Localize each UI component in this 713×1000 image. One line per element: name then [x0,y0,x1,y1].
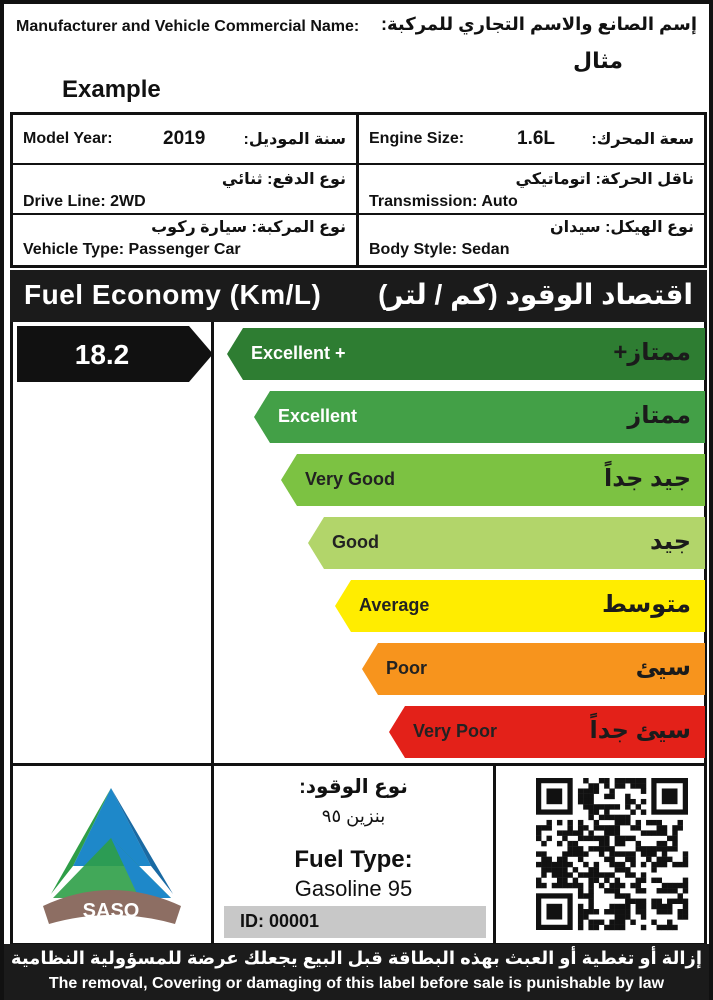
rating-band-label-ar: جيد جداً [603,465,691,492]
rating-band [308,517,705,569]
vehicle-name-en: Example [62,76,161,103]
rating-band-label-ar: ممتاز+ [613,339,691,366]
label-header [4,4,709,112]
specs-right-column [359,115,704,265]
rating-band-label-en: Very Poor [413,721,498,741]
fuel-type-value-ar: بنزين ٩٥ [321,806,386,826]
rating-band [281,454,705,506]
model-year-value: 2019 [163,128,206,149]
body-style-en: Body Style: Sedan [369,241,510,258]
rating-value-tag [17,326,213,382]
rating-band [227,328,705,380]
rating-band-label-en: Good [332,532,379,552]
transmission-row [359,165,704,215]
rating-band [389,706,705,758]
vehicle-type-row [13,215,356,265]
rating-band-label-en: Poor [386,658,428,678]
model-year-label-en: Model Year: [23,130,113,147]
specs-left-column [13,115,359,265]
body-style-ar: نوع الهيكل: سيدان [549,219,694,236]
drive-line-row [13,165,356,215]
rating-band-label-en: Excellent [278,406,358,426]
fuel-type-label-ar: نوع الوقود: [299,776,408,798]
qr-cell [496,766,707,943]
bottom-section [10,766,707,946]
legal-notice-ar: إزالة أو تغطية أو العبث بهذه البطاقة قبل البيع يجعلك عرضة للمسؤولية النظامية [10,948,703,968]
drive-line-en: Drive Line: 2WD [23,193,146,210]
label-id: ID: 00001 [224,906,486,938]
rating-bands [217,322,707,763]
vehicle-type-en: Vehicle Type: Passenger Car [23,241,241,258]
model-year-label-ar: سنة الموديل: [243,131,346,148]
rating-band-label-ar: متوسط [601,591,691,618]
logo-cell [13,766,214,943]
engine-size-row [359,115,704,165]
rating-band-label-en: Average [359,595,430,615]
engine-size-label-en: Engine Size: [369,130,465,147]
rating-band [254,391,705,443]
body-style-row [359,215,704,265]
saso-logo-text: SASO [82,900,140,922]
engine-size-label-ar: سعة المحرك: [591,131,694,148]
transmission-ar: ناقل الحركة: اتوماتيكي [515,171,694,188]
rating-band [335,580,705,632]
fuel-economy-title-ar: اقتصاد الوقود (كم / لتر) [378,279,693,310]
rating-band [362,643,705,695]
rating-value-column [13,322,214,763]
rating-band-label-ar: سيئ [635,654,691,681]
rating-band-label-en: Very Good [305,469,396,489]
rating-section [10,322,707,766]
rating-band-label-ar: جيد [650,528,691,555]
qr-code-icon [496,766,707,943]
manufacturer-label-ar: إسم الصانع والاسم التجاري للمركبة: [380,14,697,34]
rating-value: 18.2 [74,339,130,370]
rating-band-label-ar: ممتاز [627,402,691,429]
vehicle-name-ar: مثال [573,48,623,73]
engine-size-value: 1.6L [517,128,556,149]
legal-notice-en: The removal, Covering or damaging of this label before sale is punishable by law [48,975,665,992]
fuel-economy-title-bar [10,270,707,322]
fuel-type-label-en: Fuel Type: [294,846,413,873]
vehicle-specs [10,112,707,268]
model-year-row [13,115,356,165]
legal-footer [4,944,709,1000]
drive-line-ar: نوع الدفع: ثنائي [221,171,346,188]
fuel-type-cell [214,766,496,943]
saso-logo-icon [13,766,214,943]
manufacturer-label-en: Manufacturer and Vehicle Commercial Name: [16,18,360,35]
transmission-en: Transmission: Auto [369,193,518,210]
vehicle-type-ar: نوع المركبة: سيارة ركوب [151,219,346,236]
rating-band-label-ar: سيئ جداً [589,717,691,744]
fuel-type-value-en: Gasoline 95 [294,876,413,901]
rating-band-label-en: Excellent + [251,343,346,363]
fuel-economy-title-en: Fuel Economy (Km/L) [24,279,322,310]
